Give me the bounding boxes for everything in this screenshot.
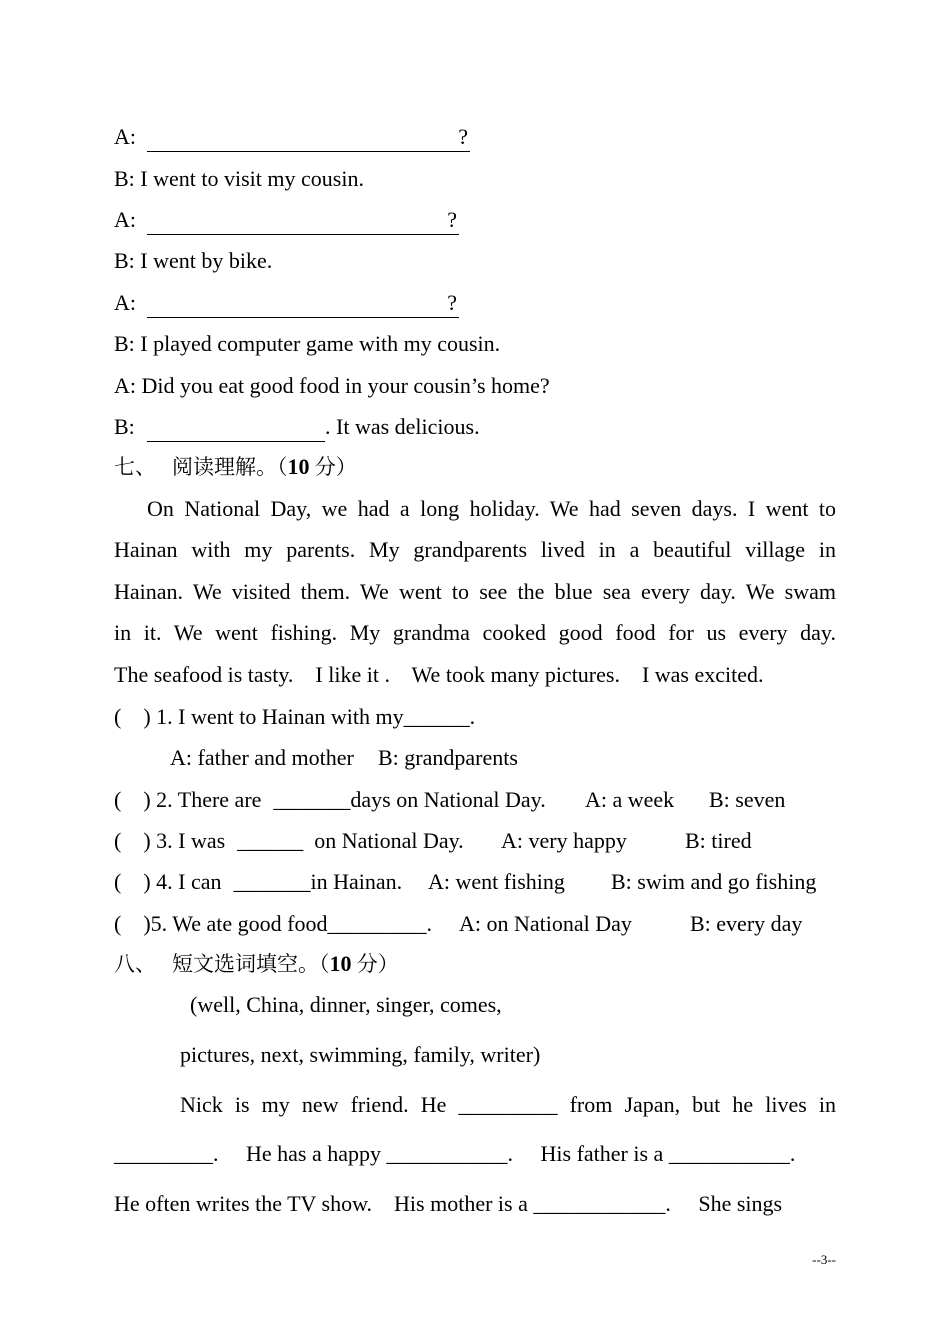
answer-bracket: ( )5.: [114, 911, 168, 936]
dialogue-text: I went to visit my cousin.: [140, 166, 364, 191]
question-1: [114, 702, 475, 732]
question-mark: ?: [447, 207, 457, 232]
question-stem: I can: [178, 869, 222, 894]
cloze-text: Nick is my new friend. He: [180, 1092, 447, 1117]
dialogue-line-1: [114, 122, 136, 152]
section-title-group: [172, 452, 357, 482]
answer-bracket: ( ) 2.: [114, 787, 173, 812]
page-number: --3--: [812, 1252, 836, 1267]
dialogue-text: I played computer game with my cousin.: [140, 331, 501, 356]
question-mark: ?: [458, 124, 468, 149]
question-5: [114, 909, 432, 939]
dialogue-line-8: [114, 412, 135, 442]
answer-blank-line-2: [147, 205, 459, 235]
dialogue-text: . It was delicious.: [325, 414, 480, 439]
dialogue-line-2: [114, 164, 364, 194]
question-stem-end: on National Day.: [314, 828, 464, 853]
answer-blank: _______: [273, 787, 351, 812]
section-7-heading: [114, 452, 357, 482]
question-5-option-b: B: every day: [690, 911, 803, 936]
section-number: 七、: [114, 455, 156, 479]
question-mark: ?: [447, 290, 457, 315]
answer-blank: ____________: [533, 1191, 666, 1216]
cloze-text: .: [789, 1141, 796, 1166]
speaker-label: A:: [114, 207, 136, 232]
dialogue-line-5: [114, 288, 136, 318]
dialogue-line-7: [114, 371, 550, 401]
answer-blank-line-3: [147, 288, 459, 318]
question-stem: We ate good food: [172, 911, 328, 936]
reading-passage-line-2: Hainan with my parents. My grandparents lived in a beautiful village in: [114, 537, 836, 562]
question-stem: I went to Hainan with my: [178, 704, 404, 729]
section-points: 10: [329, 951, 352, 976]
answer-blank: _________: [114, 1141, 213, 1166]
dialogue-line-8-tail: [325, 412, 480, 442]
cloze-passage-line-3: [114, 1189, 782, 1219]
question-stem: I was: [178, 828, 226, 853]
speaker-label: B:: [114, 166, 135, 191]
answer-blank-line-1: [147, 122, 470, 152]
section-title: 阅读理解。（: [172, 455, 288, 479]
answer-blank: _______: [233, 869, 311, 894]
section-points-suffix: 分）: [351, 952, 399, 976]
question-3: [114, 826, 464, 856]
question-1-option-b: B: grandparents: [378, 745, 518, 770]
answer-bracket: ( ) 3.: [114, 828, 173, 853]
question-stem: There are: [177, 787, 262, 812]
answer-blank-line-4: [147, 412, 325, 442]
answer-bracket: ( ) 4.: [114, 869, 173, 894]
question-3-option-a: A: very happy: [501, 828, 627, 853]
answer-blank: ______: [237, 828, 304, 853]
section-title: 短文选词填空。（: [172, 952, 330, 976]
question-5-option-a: A: on National Day: [459, 911, 632, 936]
cloze-passage-line-2: [114, 1139, 795, 1169]
dialogue-text: I went by bike.: [140, 248, 273, 273]
dialogue-line-4: [114, 246, 272, 276]
question-stem-end: in Hainan.: [310, 869, 403, 894]
answer-bracket: ( ) 1.: [114, 704, 173, 729]
cloze-text: He often writes the TV show. His mother is a: [114, 1191, 534, 1216]
speaker-label: B:: [114, 248, 135, 273]
question-4-option-b: B: swim and go fishing: [611, 869, 817, 894]
question-stem-end: days on National Day.: [350, 787, 546, 812]
dialogue-text: Did you eat good food in your cousin’s home?: [141, 373, 550, 398]
cloze-text: . She sings: [665, 1191, 783, 1216]
reading-passage-line-1: On National Day, we had a long holiday. We had seven days. I went to: [147, 496, 836, 521]
question-1-option-a: A: father and mother: [170, 745, 354, 770]
section-title-group: [172, 949, 399, 979]
question-3-option-b: B: tired: [685, 828, 752, 853]
section-points-suffix: 分）: [309, 455, 357, 479]
question-4-option-a: A: went fishing: [428, 869, 565, 894]
cloze-text: . His father is a: [507, 1141, 669, 1166]
section-8-heading: [114, 949, 399, 979]
answer-blank: ___________: [668, 1141, 790, 1166]
answer-blank: _________: [458, 1092, 558, 1117]
dialogue-line-6: [114, 329, 500, 359]
question-stem-end: .: [469, 704, 476, 729]
cloze-passage-line-1: [180, 1090, 836, 1120]
reading-passage-line-3: Hainan. We visited them. We went to see the blue sea every day. We swam: [114, 579, 836, 604]
question-2: [114, 785, 546, 815]
section-number: 八、: [114, 952, 156, 976]
question-2-option-b: B: seven: [709, 787, 786, 812]
section-points: 10: [287, 454, 310, 479]
answer-blank: ___________: [386, 1141, 508, 1166]
answer-blank: _________: [327, 911, 427, 936]
word-bank-line-2: pictures, next, swimming, family, writer): [180, 1042, 541, 1067]
cloze-text: . He has a happy: [213, 1141, 387, 1166]
speaker-label: A:: [114, 290, 136, 315]
reading-passage-line-5: The seafood is tasty. I like it . We took many pictures. I was excited.: [114, 662, 764, 687]
question-2-option-a: A: a week: [585, 787, 675, 812]
dialogue-line-3: [114, 205, 136, 235]
speaker-label: A:: [114, 373, 136, 398]
reading-passage-line-4: in it. We went fishing. My grandma cooked good food for us every day.: [114, 620, 836, 645]
question-4: [114, 867, 402, 897]
word-bank-line-1: (well, China, dinner, singer, comes,: [190, 992, 502, 1017]
cloze-text: from Japan, but he lives in: [569, 1092, 837, 1117]
speaker-label: A:: [114, 124, 136, 149]
answer-blank: ______: [403, 704, 470, 729]
speaker-label: B:: [114, 414, 135, 439]
speaker-label: B:: [114, 331, 135, 356]
question-stem-end: .: [426, 911, 433, 936]
